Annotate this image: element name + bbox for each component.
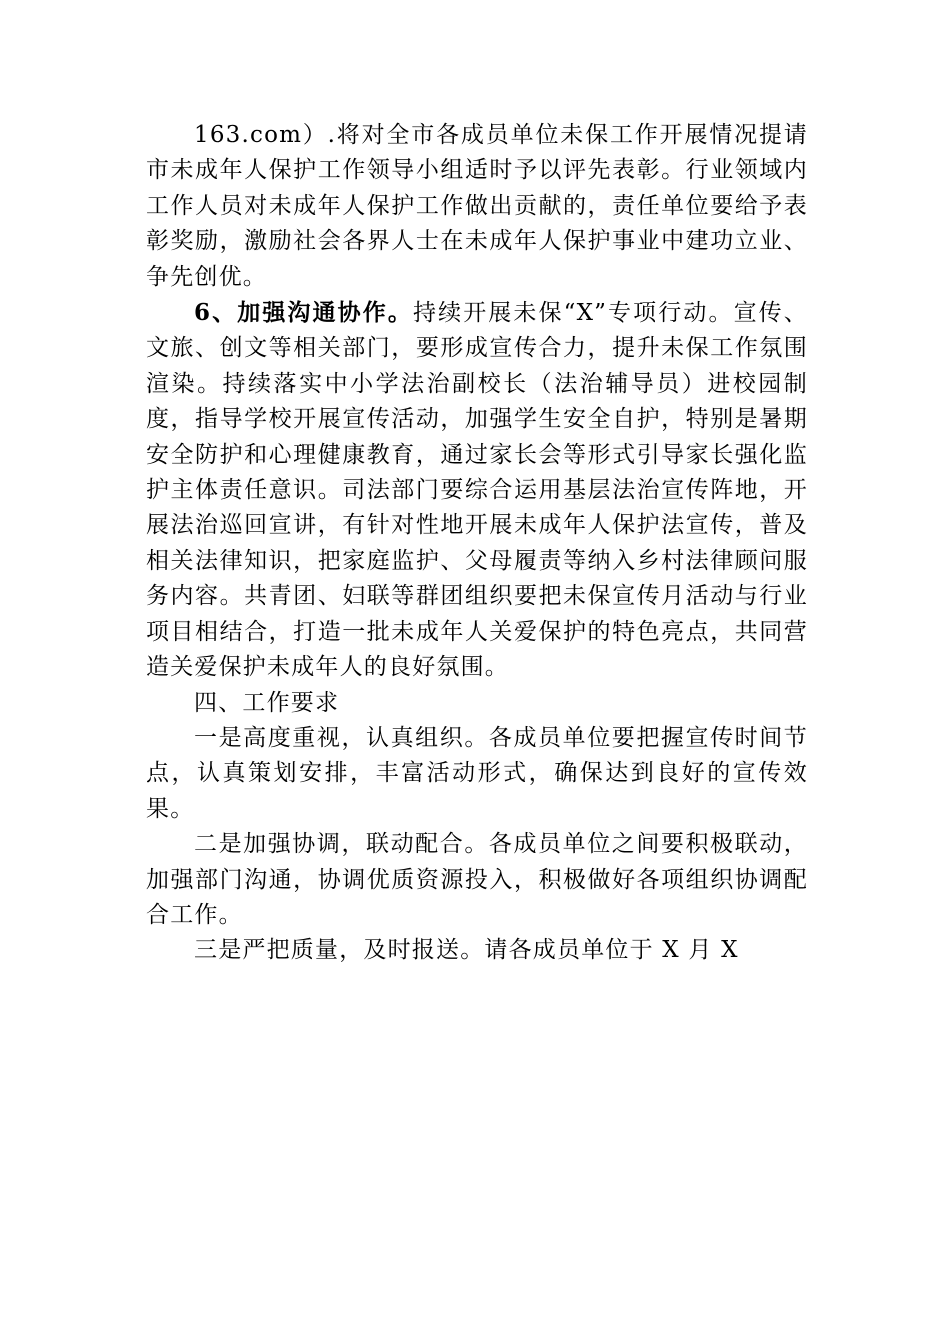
- paragraph-commendation: [146, 118, 808, 295]
- requirement-item: 三是严把质量，及时报送。请各成员单位于 X 月 X: [194, 937, 739, 964]
- paragraph-text: 持续开展未保“X”专项行动。宣传、文旅、创文等相关部门，要形成宣传合力，提升未保工作氛围渲染。持续落实中小学法治副校长（法治辅导员）进校园制度，指导学校开展宣传活动，加强学生安全自护，特别是暑期安全防护和心理健康教育，通过家长会等形式引导家长强化监护主体责任意识。司法部门要综合运用基层法治宣传阵地，开展法治巡回宣讲，有针对性地开展未成年人保护法宣传，普及相关法律知识，把家庭监护、父母履责等纳入乡村法律顾问服务内容。共青团、妇联等群团组织要把未保宣传月活动与行业项目相结合，打造一批未成年人关爱保护的特色亮点，共同营造关爱保护未成年人的良好氛围。: [146, 300, 808, 681]
- requirement-item: 一是高度重视，认真组织。各成员单位要把握宣传时间节点，认真策划安排，丰富活动形式，确保达到良好的宣传效果。: [146, 724, 808, 822]
- document-body: [146, 118, 808, 969]
- requirement-item: 二是加强协调，联动配合。各成员单位之间要积极联动，加强部门沟通，协调优质资源投入，积极做好各项组织协调配合工作。: [146, 831, 808, 928]
- paragraph-lead: 6、加强沟通协作。: [194, 299, 413, 327]
- section-heading: 四、工作要求: [194, 689, 340, 716]
- paragraph-text: 163.com）.将对全市各成员单位未保工作开展情况提请市未成年人保护工作领导小组适时予以评先表彰。行业领域内工作人员对未成年人保护工作做出贡献的，责任单位要给予表彰奖励，激励社会各界人士在未成年人保护事业中建功立业、争先创优。: [146, 122, 808, 290]
- paragraph-communication: [146, 295, 808, 685]
